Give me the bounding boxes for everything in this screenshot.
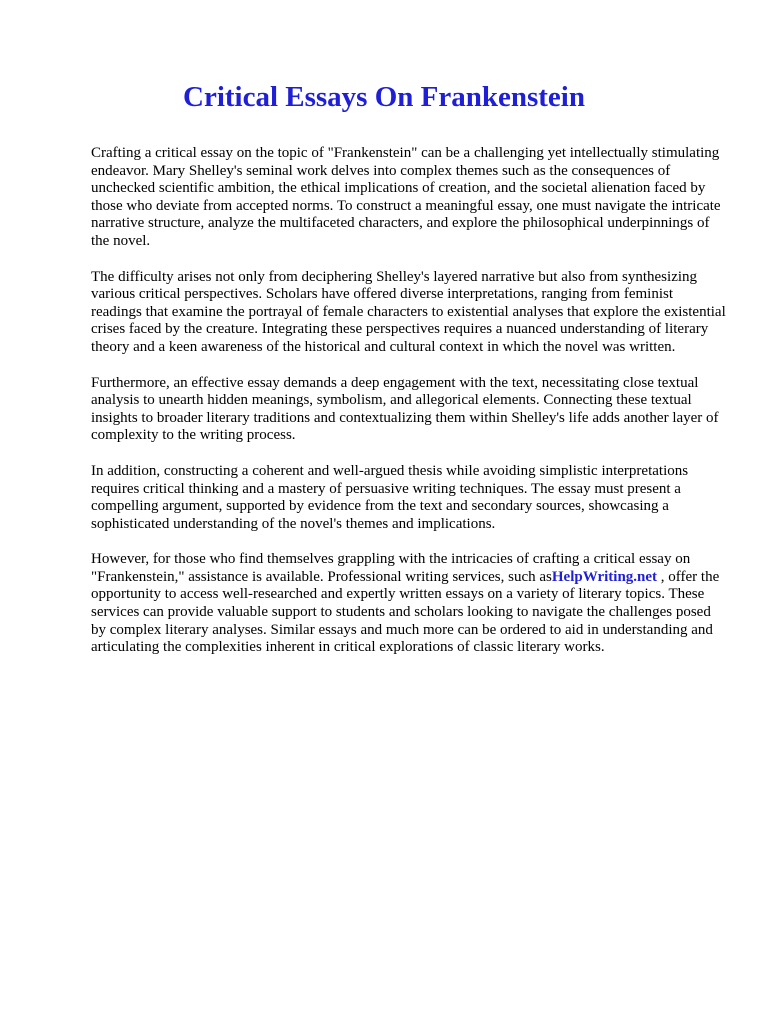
paragraph-5: [91, 551, 727, 657]
helpwriting-link[interactable]: HelpWriting.net: [551, 568, 658, 585]
paragraph-5-after-link: , offer the opportunity to access well-researched and expertly written essays on a variety of literary topics. These services can provide valuable support to students and scholars looking to navigate the challenges posed by complex literary analyses. Similar essays and much more can be ordered to aid in understanding and articulating the complexities inherent in critical explorations of classic literary works.: [91, 568, 720, 656]
essay-body: [91, 145, 727, 675]
paragraph-5-before-link: However, for those who find themselves grappling with the intricacies of crafting a critical essay on "Frankenstein," assistance is available. Professional writing services, such as: [91, 551, 691, 585]
paragraph-3: Furthermore, an effective essay demands a deep engagement with the text, necessitating close textual analysis to unearth hidden meanings, symbolism, and allegorical elements. Connecting these textual insights to broader literary traditions and contextualizing them within Shelley's life adds another layer of complexity to the writing process.: [91, 374, 719, 444]
paragraph-4: In addition, constructing a coherent and well-argued thesis while avoiding simplistic interpretations requires critical thinking and a mastery of persuasive writing techniques. The essay must present a compelling argument, supported by evidence from the text and secondary sources, showcasing a sophisticated understanding of the novel's themes and implications.: [91, 462, 689, 532]
paragraph-2: The difficulty arises not only from deciphering Shelley's layered narrative but also from synthesizing various critical perspectives. Scholars have offered diverse interpretations, ranging from feminist readings that examine the portrayal of female characters to existential analyses that explore the existential crises faced by the creature. Integrating these perspectives requires a nuanced understanding of literary theory and a keen awareness of the historical and cultural context in which the novel was written.: [91, 268, 726, 355]
document-title: Critical Essays On Frankenstein: [183, 81, 585, 113]
paragraph-1: Crafting a critical essay on the topic of "Frankenstein" can be a challenging yet intellectually stimulating endeavor. Mary Shelley's seminal work delves into complex themes such as the consequences of unchecked scientific ambition, the ethical implications of creation, and the societal alienation faced by those who deviate from accepted norms. To construct a meaningful essay, one must navigate the intricate narrative structure, analyze the multifaceted characters, and explore the philosophical underpinnings of the novel.: [91, 145, 721, 249]
